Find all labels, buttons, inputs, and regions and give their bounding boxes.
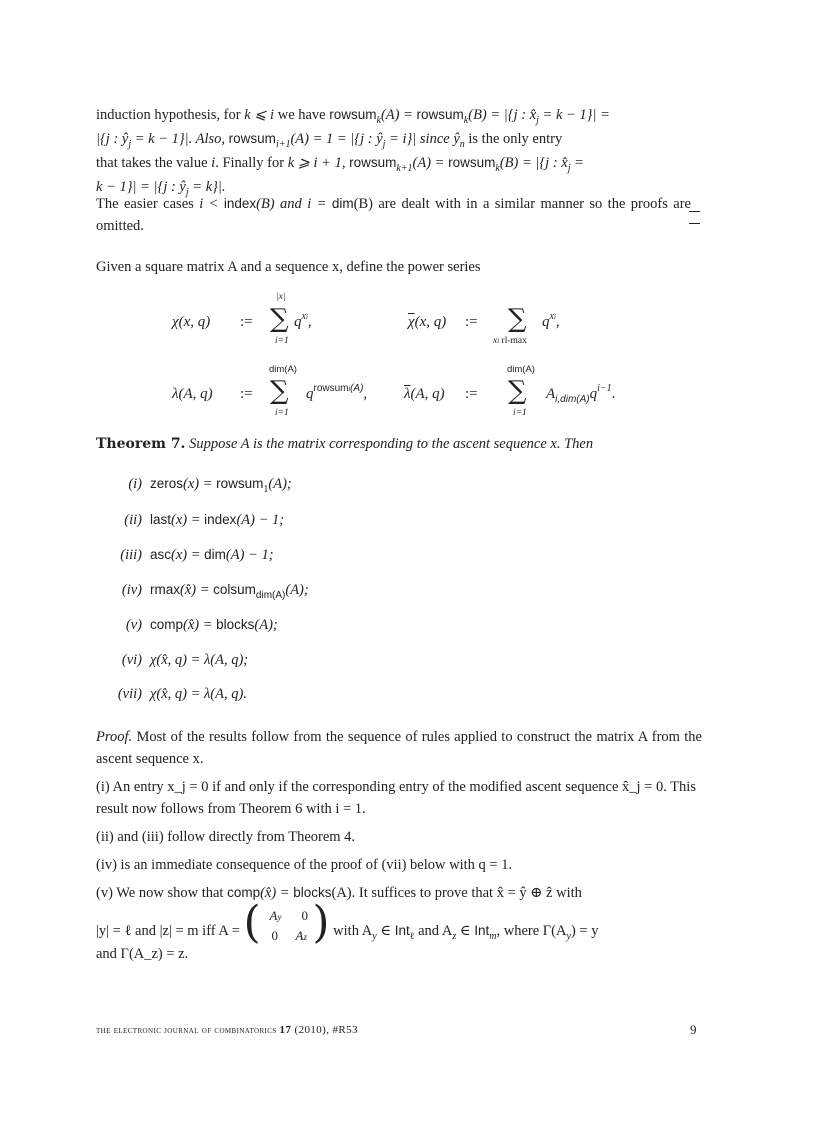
exp: xi (549, 311, 556, 322)
comma: , (307, 314, 312, 330)
text: (B) are dealt with in a similar manner so the proofs are omitted. (96, 196, 691, 234)
item-body: χ(x̂, q) = λ(A, q); (150, 652, 249, 668)
overline: $\overline{\chi}$ (408, 314, 415, 330)
math: |{j : ŷ (96, 131, 129, 147)
text: ∈ (456, 923, 475, 940)
math: k − 1}| = |{j : ŷ (96, 179, 186, 195)
subscript: j (567, 163, 571, 174)
theorem-text: Suppose A is the matrix corresponding to the ascent sequence x. Then (189, 436, 594, 452)
math: (A) = 1 = |{j : ŷ (290, 131, 383, 147)
exp (302, 311, 308, 322)
fn: zeros (150, 476, 184, 491)
fn: last (150, 512, 172, 527)
text: (v) We now show that (96, 885, 228, 901)
sub: y (372, 931, 377, 943)
fn: dim (204, 547, 226, 562)
item-body (150, 547, 274, 564)
i: i (348, 386, 351, 393)
chibar-lhs: $\overline{\chi}(x$, q) (408, 314, 447, 330)
text: we have (274, 107, 330, 123)
subscript: j (185, 187, 189, 198)
text: The easier cases (96, 196, 200, 212)
item-label: (v) (125, 617, 142, 633)
sub: z (303, 932, 308, 942)
exp (314, 383, 364, 394)
chi-lhs: χ(x, q) (172, 314, 211, 330)
subscript: k+1 (396, 163, 413, 174)
paragraph-easier-cases (96, 193, 691, 237)
x: x (493, 336, 498, 346)
sub: 1 (263, 484, 269, 495)
text: with A (333, 923, 373, 940)
int-fn: Int (474, 923, 490, 939)
fn: rmax (150, 582, 180, 597)
sub: m (489, 931, 497, 943)
fn: asc (150, 547, 172, 562)
right-paren: ) (312, 897, 330, 948)
lambdabar-term (546, 383, 616, 405)
fn: rowsum (216, 476, 264, 491)
overline: $\overline{\lambda}$ (404, 386, 411, 402)
math: = k}|. (188, 179, 226, 195)
line (96, 152, 702, 176)
math: (x̂) = (260, 885, 294, 901)
math: (B) and (256, 196, 308, 212)
math: k ⩾ i + 1, (287, 155, 350, 171)
period: . (611, 386, 616, 402)
dim-fn: dim (331, 196, 354, 211)
i: i (497, 337, 500, 345)
proof-part-v-end: and Γ(A_z) = z. (96, 946, 189, 962)
subscript: n (459, 139, 465, 150)
rl-max: rl-max (499, 336, 527, 346)
item-body (150, 617, 278, 634)
math: (A) − 1; (236, 512, 285, 528)
subscript: j (128, 139, 132, 150)
fn: blocks (216, 617, 255, 632)
sigma: ∑ (270, 376, 289, 406)
math: (A); (254, 617, 278, 633)
text: , where Γ(A (496, 923, 567, 940)
sum-lower: i=1 (275, 408, 289, 418)
comp-fn: comp (227, 885, 261, 900)
item-label: (i) (128, 476, 142, 492)
item-label: (iii) (120, 547, 142, 563)
math: (A) − 1; (225, 547, 274, 563)
item-label: (iv) (121, 582, 142, 598)
sum-lower: i=1 (275, 336, 289, 346)
rowsum-fn: rowsum (228, 131, 276, 146)
A: A (269, 908, 278, 923)
sigma: ∑ (270, 304, 289, 334)
rowsum-fn: rowsum (416, 107, 464, 122)
qed-symbol (689, 211, 700, 224)
math: (B) = |{j : x̂ (499, 155, 568, 171)
exp: i−1 (597, 383, 612, 394)
proof-part-ii-iii: (ii) and (iii) follow directly from Theorem 4. (96, 829, 356, 845)
item-label: (vi) (121, 652, 142, 668)
journal-name: the electronic journal of combinatorics (96, 1025, 280, 1036)
sigma: ∑ (508, 376, 527, 406)
sigma: ∑ (508, 304, 527, 334)
text: is the only entry (464, 131, 563, 147)
math: i < (199, 196, 224, 212)
A: A (295, 928, 304, 943)
volume: 17 (279, 1024, 292, 1036)
int-fn: Int (394, 923, 410, 939)
sub: y (277, 912, 282, 922)
math: (A); (285, 582, 309, 598)
footer (96, 1024, 702, 1036)
paragraph-induction (96, 104, 702, 200)
block-matrix (243, 897, 330, 948)
lambda-lhs: λ(A, q) (172, 386, 213, 402)
rowsum-fn: rowsum (349, 155, 397, 170)
page-number: 9 (690, 1022, 697, 1037)
math: (x) = (171, 512, 205, 528)
subscript: k (463, 115, 469, 126)
sub: dim(A) (255, 590, 286, 601)
proof-part-v (96, 882, 702, 904)
sum-upper: |x| (276, 292, 286, 302)
chibar-term (542, 311, 560, 331)
lambdabar-lhs: $\overline{\lambda}(A$, q) (404, 386, 445, 402)
math: (B) = |{j : x̂ (468, 107, 537, 123)
rowsum: rowsum (313, 383, 349, 394)
math: = i}| since ŷ (385, 131, 460, 147)
assign: := (240, 386, 253, 402)
index-fn: index (223, 196, 257, 211)
sub: i,dim(A) (555, 394, 590, 405)
journal-ref: (2010), #R53 (291, 1024, 358, 1036)
math: k ⩽ i (244, 107, 275, 123)
comma: , (555, 314, 560, 330)
math: (x̂) = (180, 582, 214, 598)
item-body: χ(x̂, q) = λ(A, q). (150, 686, 247, 702)
sub: ℓ (409, 931, 415, 943)
math: (A) = (412, 155, 449, 171)
text: (A). It suffices to prove that x̂ = ŷ ⊕ ẑ with (331, 885, 582, 901)
subscript: k (495, 163, 500, 174)
sum-upper: dim(A) (269, 364, 297, 375)
comma: , (363, 386, 368, 402)
item-body (150, 582, 309, 599)
text: |y| = ℓ and |z| = m iff A = (96, 923, 240, 940)
item-label: (ii) (124, 512, 142, 528)
math: (x̂) = (183, 617, 217, 633)
math: = k − 1}| = (538, 107, 610, 123)
theorem-head: Theorem 7. (96, 436, 186, 452)
text: and A (414, 923, 453, 940)
text: induction hypothesis, for (96, 107, 245, 123)
lambda-term (306, 383, 368, 403)
q: q (294, 314, 302, 330)
fn: colsum (213, 582, 256, 597)
theorem-statement (96, 433, 702, 455)
item-label: (vii) (117, 686, 142, 702)
blocks-fn: blocks (293, 885, 332, 900)
text: ) = y (570, 923, 599, 940)
math: = (570, 155, 584, 171)
item-body (150, 512, 284, 529)
subscript: j (536, 115, 539, 126)
text (333, 923, 599, 943)
math: (x) = (183, 476, 217, 492)
left-paren: ( (243, 897, 261, 948)
A: A (546, 386, 556, 402)
proof-head: Proof. (96, 729, 133, 745)
sum-lower (493, 336, 527, 346)
a: (A) (350, 383, 364, 394)
text: that takes the value (96, 155, 212, 171)
sub: y (566, 931, 571, 943)
math: i = (307, 196, 332, 212)
proof-intro (96, 726, 702, 770)
proof-part-iv: (iv) is an immediate consequence of the proof of (vii) below with q = 1. (96, 857, 513, 873)
rowsum-fn: rowsum (329, 107, 377, 122)
line (96, 104, 702, 128)
math: (A); (268, 476, 292, 492)
x: x (301, 311, 306, 322)
rowsum-fn: rowsum (448, 155, 496, 170)
math: = k − 1}|. Also, (131, 131, 229, 147)
fn: index (204, 512, 237, 527)
sum-upper: dim(A) (507, 364, 535, 375)
cell: 0 (301, 908, 309, 923)
q: q (589, 386, 598, 402)
line (96, 128, 702, 152)
sub: z (452, 931, 457, 943)
assign: := (240, 314, 253, 330)
proof-part-i: (i) An entry x_j = 0 if and only if the corresponding entry of the modified ascent sequence x̂_j = 0. This result now follows from Theorem 6 with i = 1. (96, 779, 696, 817)
proof-text: Most of the results follow from the sequence of rules applied to construct the matrix A from the ascent sequence x. (96, 729, 702, 767)
assign: := (465, 314, 478, 330)
sum-lower: i=1 (513, 408, 527, 418)
assign: := (465, 386, 478, 402)
subscript: k (376, 115, 381, 126)
i: i (553, 313, 556, 321)
q: q (542, 314, 550, 330)
proof-part-v-cont (96, 897, 702, 948)
cell: 0 (271, 928, 279, 943)
math: (A) = (380, 107, 417, 123)
fn: comp (150, 617, 184, 632)
paragraph-power-series: Given a square matrix A and a sequence x, define the power series (96, 259, 481, 275)
i: i (305, 313, 308, 321)
math: i (211, 155, 216, 171)
math: (x) = (171, 547, 205, 563)
q: q (306, 386, 314, 402)
chi-term (294, 311, 312, 331)
subscript: j (382, 139, 386, 150)
subscript: i+1 (275, 139, 291, 150)
text: ∈ (376, 923, 395, 940)
item-body (150, 476, 292, 493)
text: . Finally for (215, 155, 288, 171)
